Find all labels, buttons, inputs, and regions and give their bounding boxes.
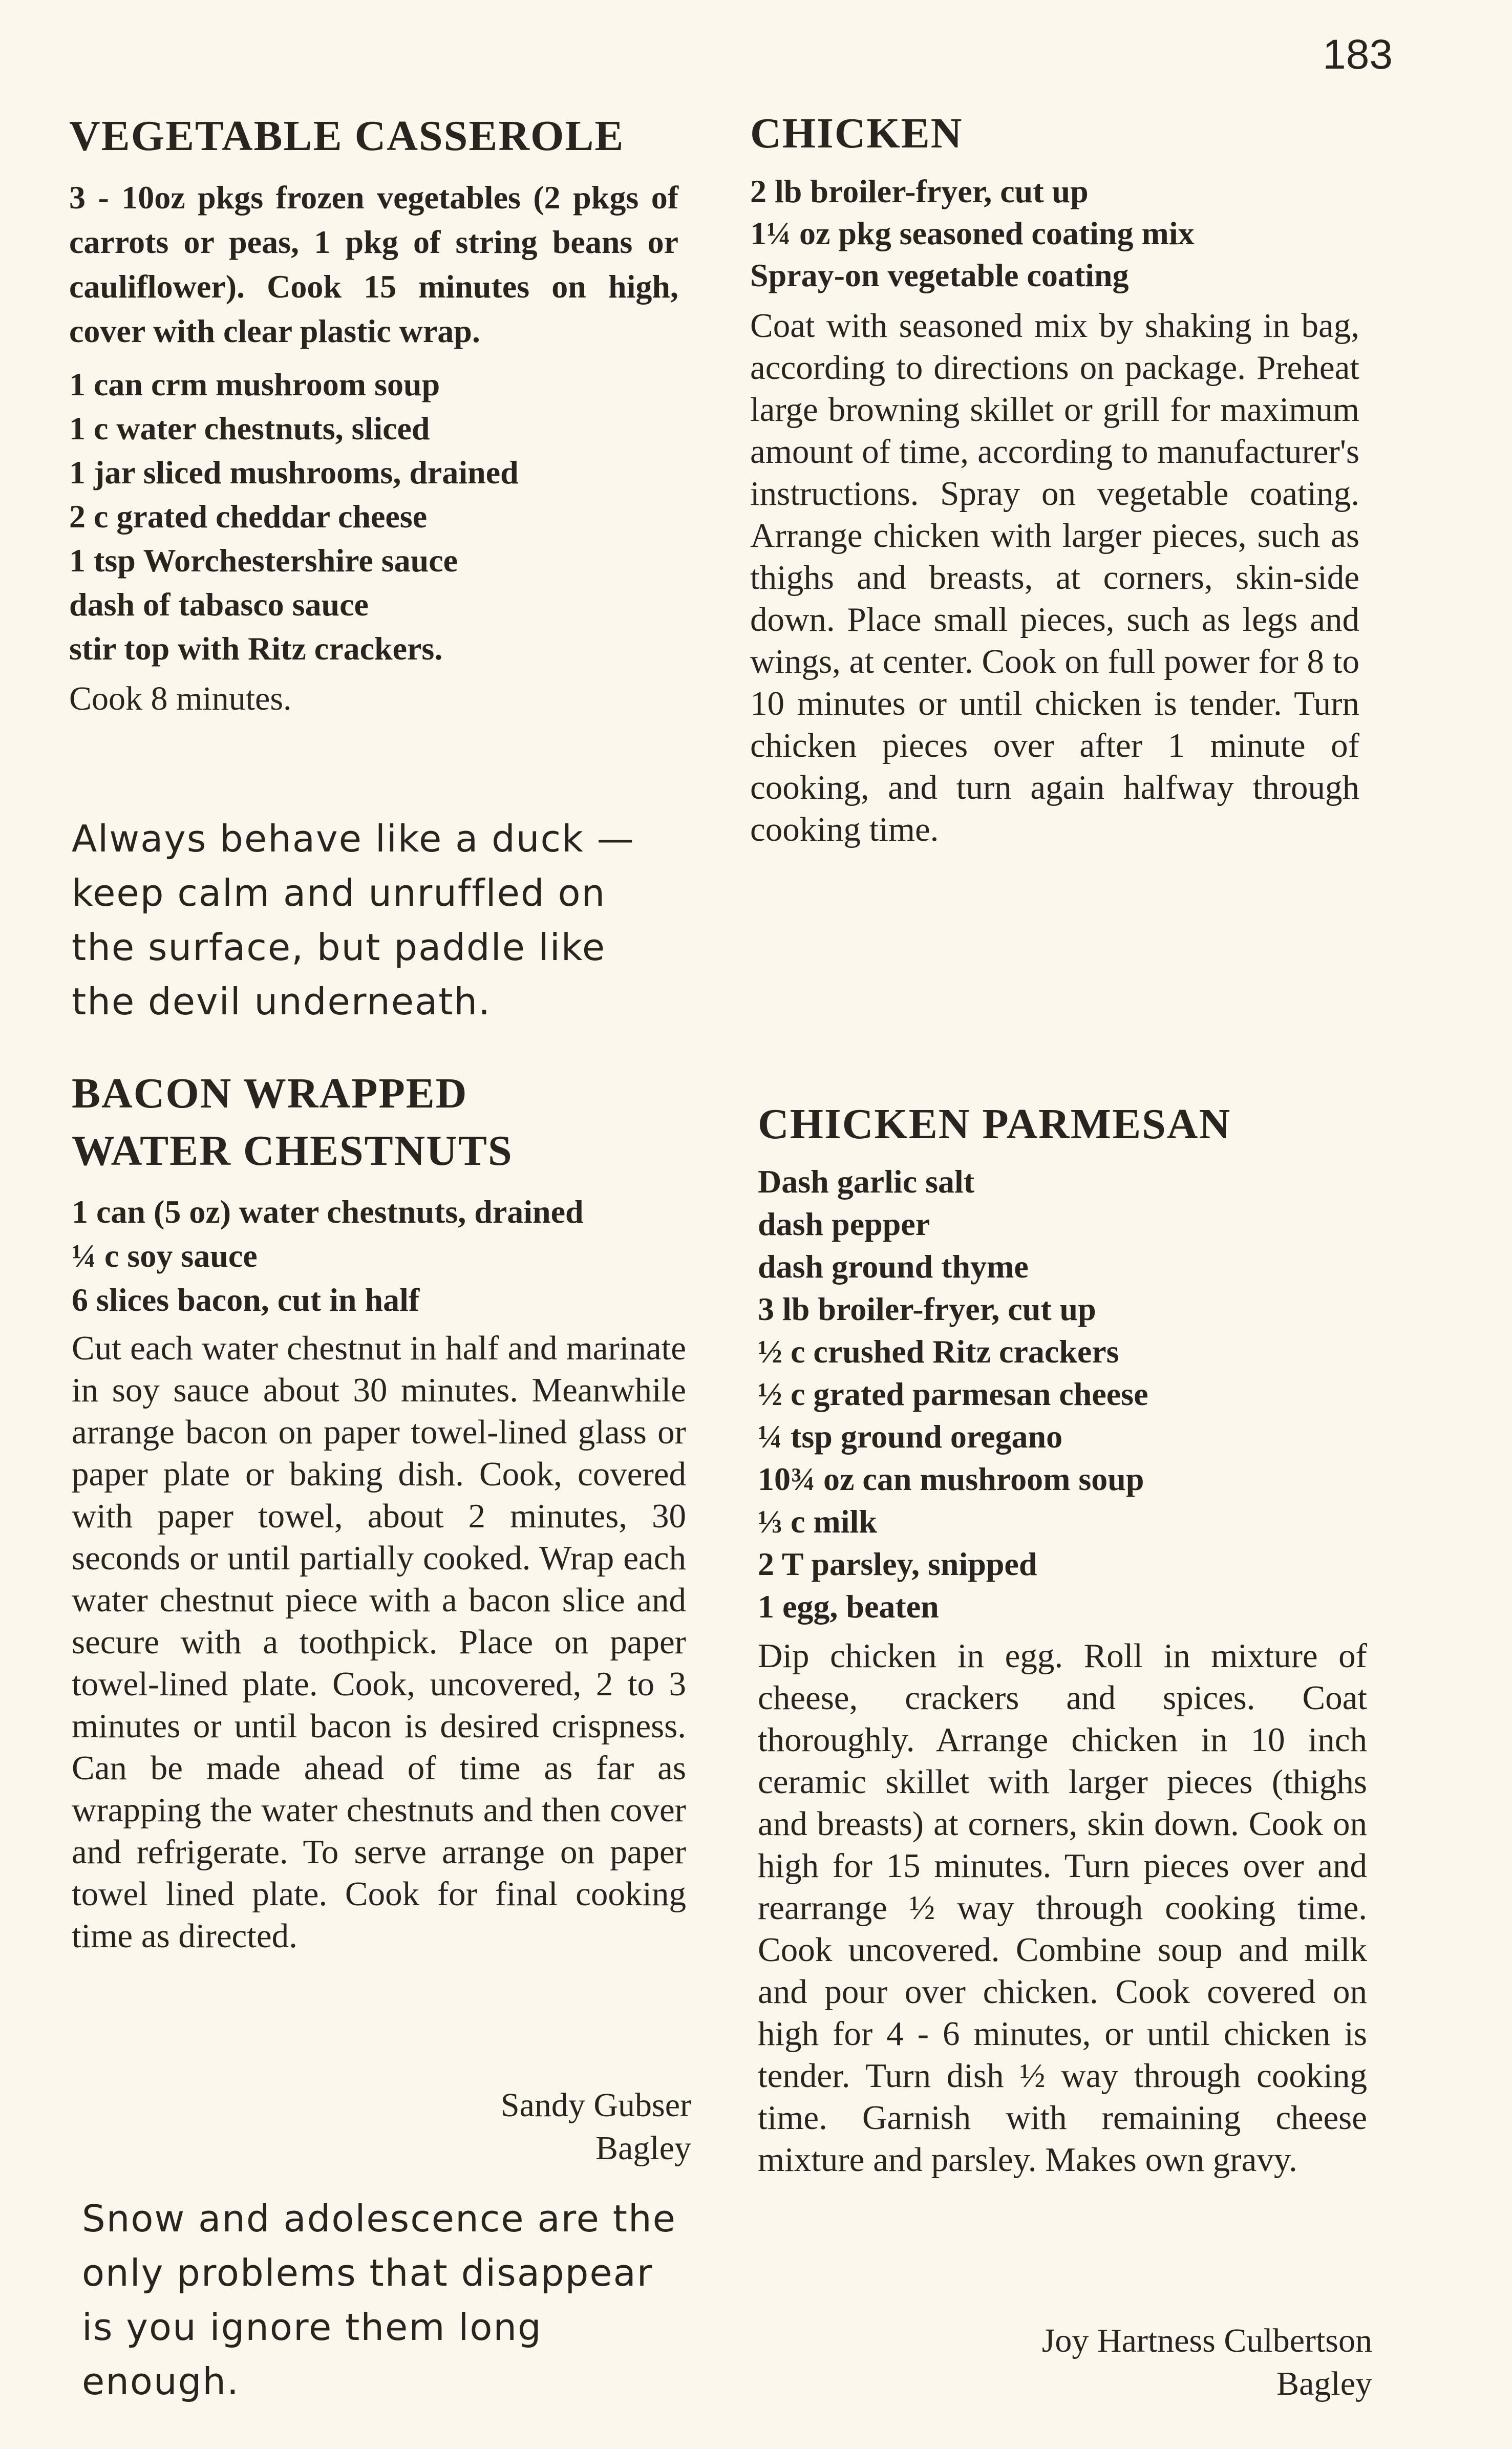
recipe-bacon-wrapped-water-chestnuts [72,1065,686,1957]
ingredient: Dash garlic salt [758,1163,975,1200]
ingredient: 1 c water chestnuts, sliced [69,410,430,446]
recipe-title-line-1: BACON WRAPPED [72,1070,468,1117]
ingredient-list [750,171,1359,296]
ingredient: 10¾ oz can mushroom soup [758,1461,1144,1497]
credit-name: Sandy Gubser [500,2086,691,2124]
ingredient-list [72,1190,686,1322]
ingredient: 2 c grated cheddar cheese [69,498,428,535]
ingredient: dash of tabasco sauce [69,586,369,623]
credit-place: Bagley [595,2129,691,2167]
recipe-directions: Cut each water chestnut in half and marinate in soy sauce about 30 minutes. Meanwhile arrange bacon on paper towel-lined glass or paper plate or baking dish. Cook, covered with paper towel, about 2 minutes, 30 seconds or until partially cooked. Wrap each water chestnut piece with a bacon slice and secure with a toothpick. Place on paper towel-lined plate. Cook, uncovered, 2 to 3 minutes or until bacon is desired crispness. Can be made ahead of time as far as wrapping the water chestnuts and then cover and refrigerate. To serve arrange on paper towel lined plate. Cook for final cooking time as directed. [72,1329,686,1955]
credit-chicken-parmesan [947,2319,1372,2405]
recipe-title: VEGETABLE CASSEROLE [69,112,625,160]
ingredient: 2 T parsley, snipped [758,1546,1037,1582]
ingredient: ¼ c soy sauce [72,1238,258,1274]
ingredient: 1 can (5 oz) water chestnuts, drained [72,1194,584,1230]
ingredient: 1 can crm mushroom soup [69,366,440,402]
recipe-directions: Dip chicken in egg. Roll in mixture of cheese, crackers and spices. Coat thoroughly. Arrange chicken in 10 inch ceramic skillet with larger pieces (thighs and breasts) at corners, skin down. Cook on high for 15 minutes. Turn pieces over and rearrange ½ way through cooking time. Cook uncovered. Combine soup and milk and pour over chicken. Cook covered on high for 4 - 6 minutes, or until chicken is tender. Turn dish ½ way through cooking time. Garnish with remaining cheese mixture and parsley. Makes own gravy. [758,1637,1367,2179]
ingredient: ⅓ c milk [758,1503,877,1540]
ingredient: 6 slices bacon, cut in half [72,1282,420,1318]
recipe-directions: Coat with seasoned mix by shaking in bag, according to directions on package. Preheat large browning skillet or grill for maximum amount of time, according to manufacturer's instructions. Spray on vegetable coating. Arrange chicken with larger pieces, such as thighs and breasts, at corners, skin-side down. Place small pieces, such as legs and wings, at center. Cook on full power for 8 to 10 minutes or until chicken is tender. Turn chicken pieces over after 1 minute of cooking, and turn again halfway through cooking time. [750,307,1359,848]
ingredient: stir top with Ritz crackers. [69,630,443,667]
recipe-vegetable-casserole [69,108,678,722]
recipe-title-line-2: WATER CHESTNUTS [72,1127,513,1175]
ingredient: dash ground thyme [758,1248,1029,1285]
credit-place: Bagley [1276,2365,1372,2402]
ingredient: ½ c crushed Ritz crackers [758,1333,1119,1370]
recipe-title: CHICKEN PARMESAN [758,1100,1231,1148]
recipe-title: CHICKEN [750,110,963,157]
credit-bacon-wrapped [358,2084,691,2170]
page-number: 183 [1323,31,1393,78]
ingredient: ½ c grated parmesan cheese [758,1376,1148,1412]
ingredient: Spray-on vegetable coating [750,257,1129,293]
quote-snow: Snow and adolescence are the only problems that disappear is you ignore them long enough. [82,2197,676,2403]
cook-note: Cook 8 minutes. [69,680,292,717]
ingredient: 1¼ oz pkg seasoned coating mix [750,215,1195,251]
credit-name: Joy Hartness Culbertson [1041,2322,1372,2359]
ingredient: 1 jar sliced mushrooms, drained [69,454,519,491]
ingredient-list [69,363,678,671]
ingredient: ¼ tsp ground oregano [758,1418,1063,1455]
recipe-intro: 3 - 10oz pkgs frozen vegetables (2 pkgs of carrots or peas, 1 pkg of string beans or cauliflower). Cook 15 minutes on high, cover with clear plastic wrap. [69,179,678,349]
quote-duck: Always behave like a duck — keep calm and unruffled on the surface, but paddle like the devil underneath. [72,817,635,1023]
ingredient: 2 lb broiler-fryer, cut up [750,173,1089,209]
ingredient: 1 tsp Worchestershire sauce [69,542,458,579]
ingredient: dash pepper [758,1206,930,1242]
recipe-chicken-parmesan [758,1096,1367,2181]
recipe-chicken [750,105,1359,850]
ingredient: 1 egg, beaten [758,1588,939,1625]
ingredient: 3 lb broiler-fryer, cut up [758,1291,1096,1327]
ingredient-list [758,1160,1367,1628]
